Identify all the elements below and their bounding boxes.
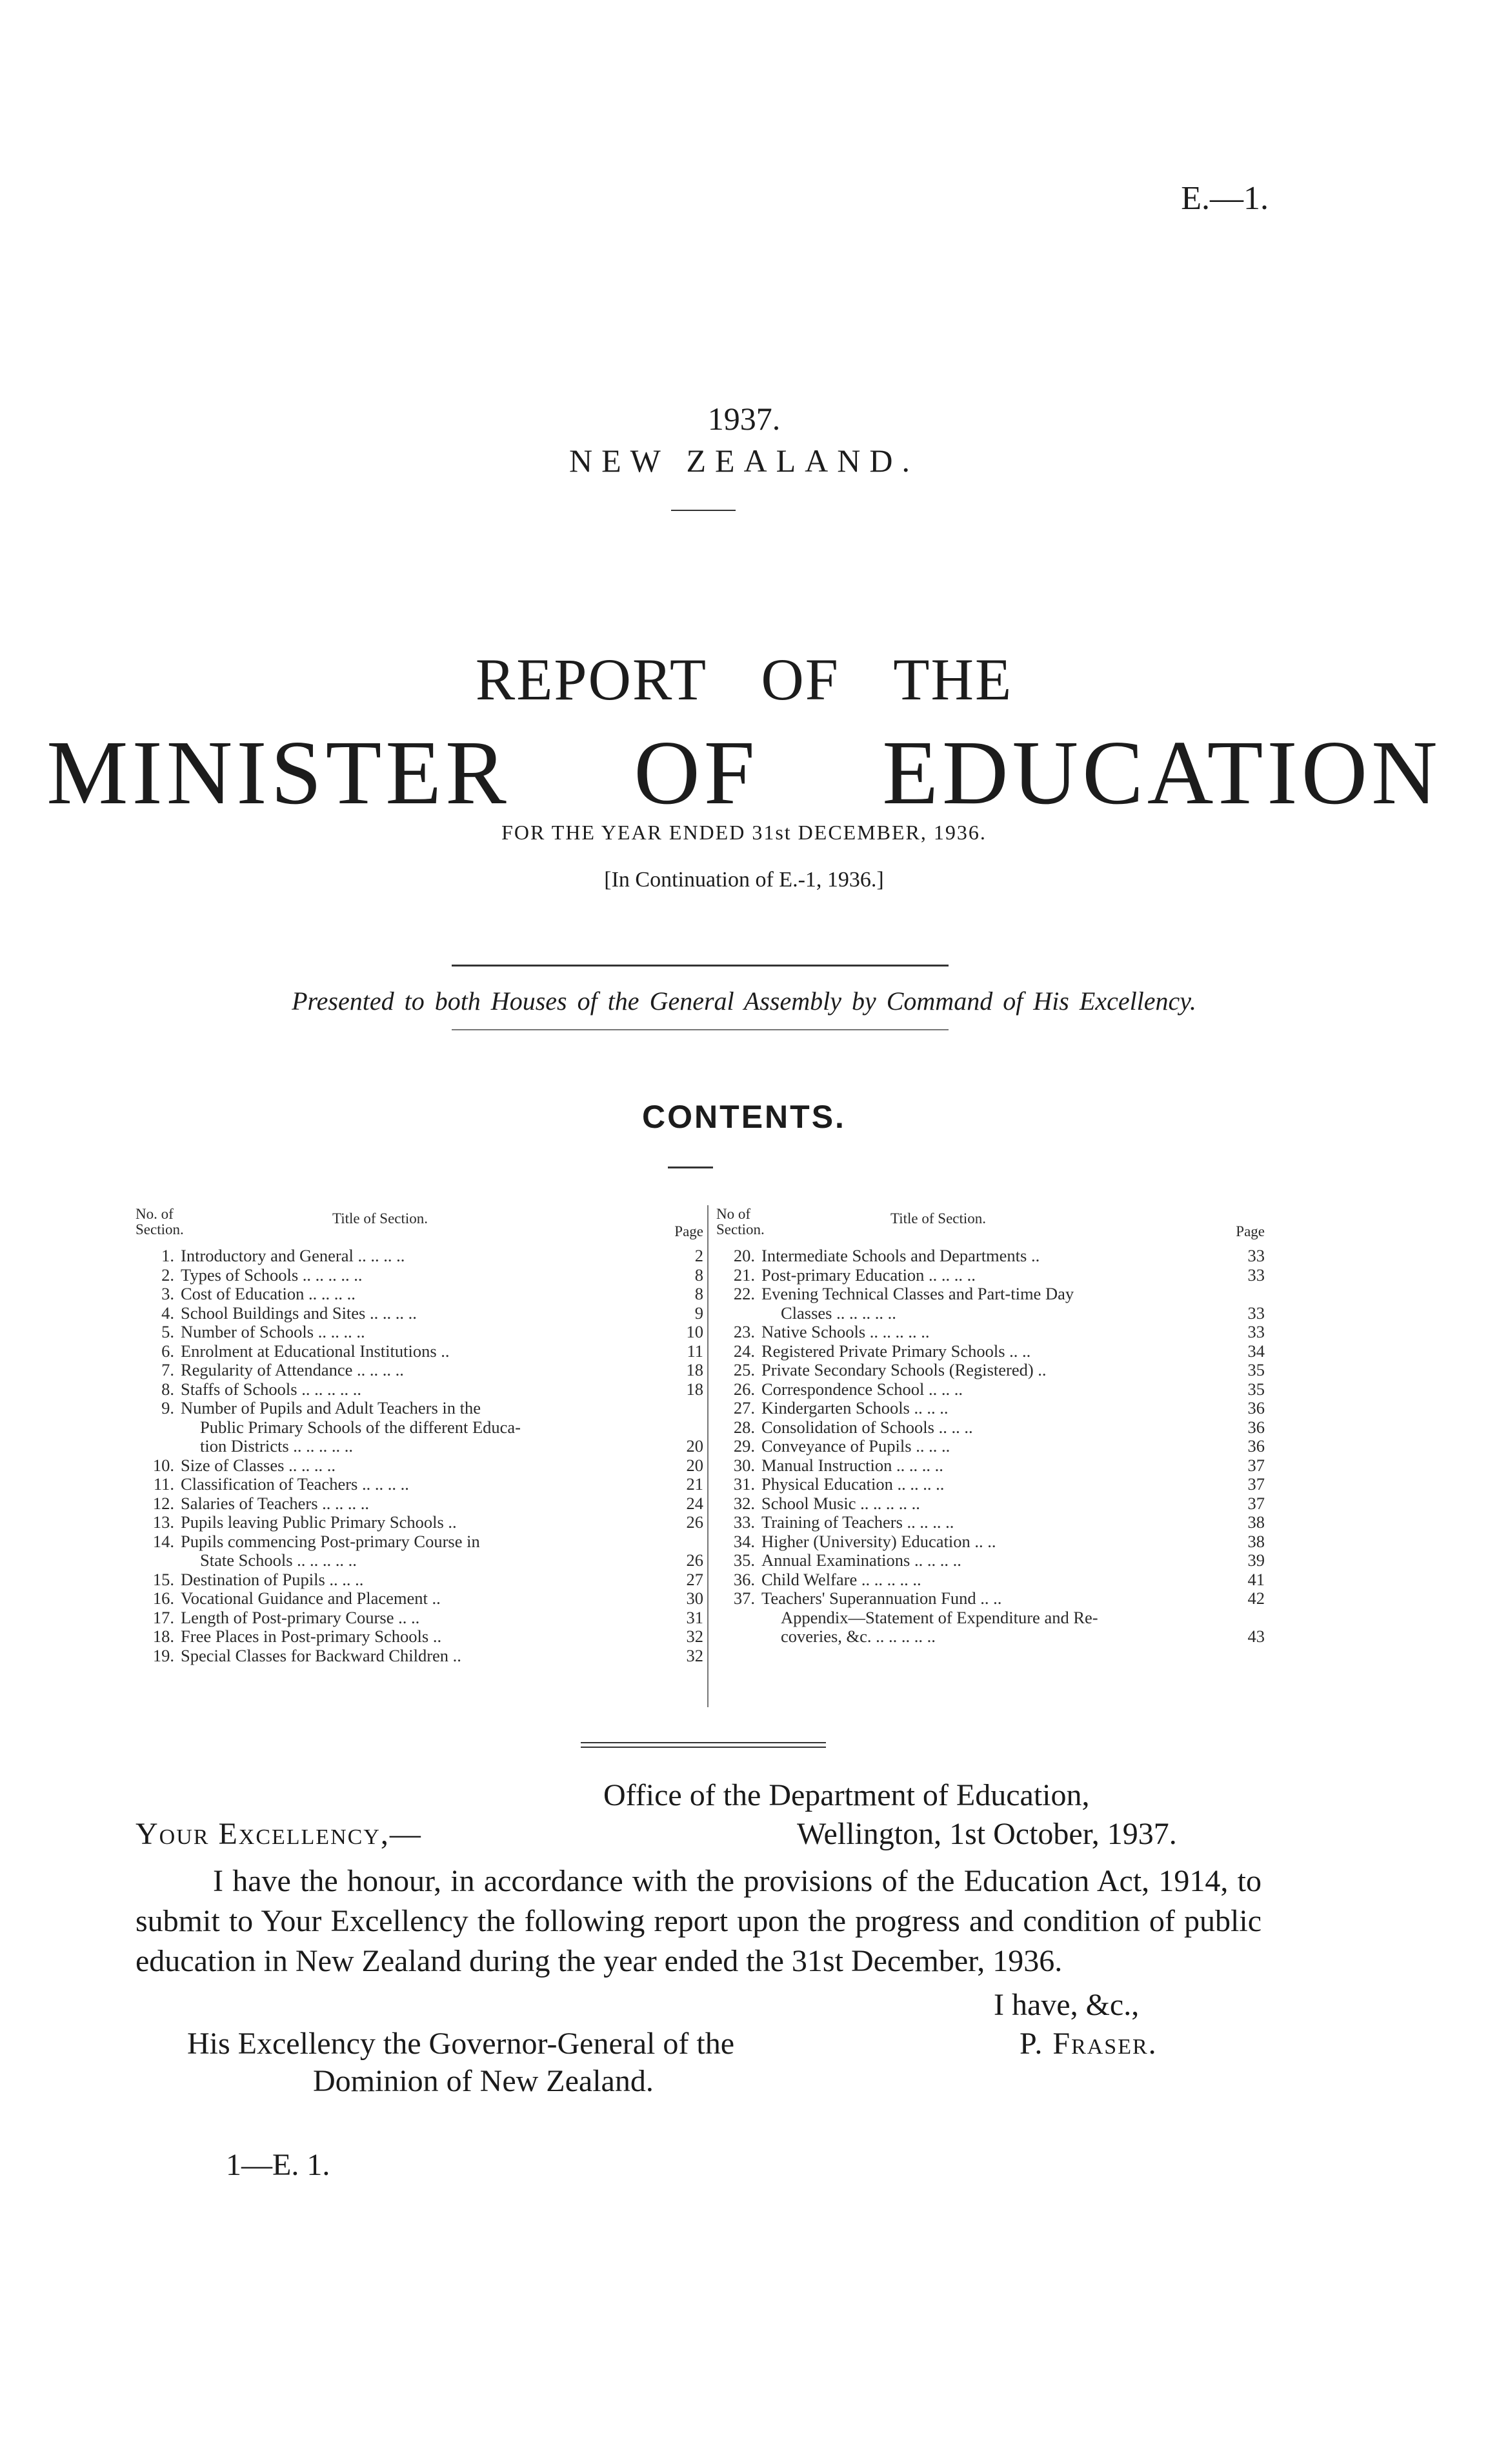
contents-header [136,1207,703,1247]
section-title: coveries, &c. .. .. .. .. .. [781,1627,936,1646]
page-footer: 1—E. 1. [226,2148,330,2182]
section-number: 8. [161,1379,174,1399]
section-title: School Buildings and Sites .. .. .. .. [181,1303,417,1323]
section-number: 4. [161,1303,174,1323]
section-page: 18 [686,1360,703,1379]
section-page: 33 [1247,1303,1265,1323]
contents-row [136,1570,703,1590]
report-title-line1: REPORT OF THE [475,646,1013,712]
section-page: 43 [1247,1627,1265,1646]
section-page: 8 [694,1265,703,1285]
section-page: 2 [694,1246,703,1265]
report-title-line2: MINISTER OF EDUCATION [46,721,1442,823]
section-number: 24. [733,1341,755,1361]
section-number: 17. [152,1607,174,1627]
section-number: 20. [733,1246,755,1265]
section-title: Conveyance of Pupils .. .. .. [761,1436,950,1456]
letter-addressee-line1: His Excellency the Governor-General of the [187,2027,735,2061]
contents-row [136,1589,703,1608]
contents-row [716,1266,1265,1285]
letter-closing: I have, &c., [994,1988,1140,2022]
contents-row [716,1570,1265,1590]
section-page: 36 [1247,1398,1265,1417]
section-page: 37 [1247,1474,1265,1494]
contents-row [716,1551,1265,1570]
section-number: 1. [161,1246,174,1265]
section-title: Manual Instruction .. .. .. .. [761,1455,943,1475]
section-title: Private Secondary Schools (Registered) .. [761,1360,1047,1379]
contents-row [136,1494,703,1514]
section-page: 33 [1247,1322,1265,1341]
section-title-header: Title of Section. [890,1210,987,1227]
section-number: 34. [733,1531,755,1551]
contents-row [716,1342,1265,1361]
divider-rule [581,1742,826,1743]
section-number: 28. [733,1417,755,1437]
section-number: 33. [733,1512,755,1532]
contents-row [716,1627,1265,1647]
contents-row [716,1418,1265,1437]
section-page: 30 [686,1588,703,1608]
section-title: Pupils commencing Post-primary Course in [181,1531,480,1551]
section-page: 20 [686,1436,703,1456]
section-number: 27. [733,1398,755,1417]
contents-row [716,1437,1265,1456]
section-number: 32. [733,1493,755,1513]
section-page: 9 [694,1303,703,1323]
contents-row [716,1513,1265,1532]
section-page: 20 [686,1455,703,1475]
letter-office: Office of the Department of Education, [603,1778,1090,1812]
section-title: Correspondence School .. .. .. [761,1379,963,1399]
page-header: Page [674,1223,703,1239]
section-title: tion Districts .. .. .. .. .. [200,1436,354,1456]
contents-row [716,1532,1265,1552]
section-number: 35. [733,1550,755,1570]
contents-row [136,1361,703,1380]
section-number: 31. [733,1474,755,1494]
contents-row [136,1608,703,1628]
section-title: Number of Pupils and Adult Teachers in the [181,1398,481,1417]
country-name: NEW ZEALAND. [569,443,919,479]
section-number: 7. [161,1360,174,1379]
section-title: Registered Private Primary Schools .. .. [761,1341,1031,1361]
divider-rule [452,965,949,967]
section-page: 36 [1247,1436,1265,1456]
section-title-header: Title of Section. [332,1210,428,1227]
contents-heading: CONTENTS. [642,1099,846,1135]
contents-row [136,1551,703,1570]
contents-rows [716,1247,1265,1647]
section-page: 31 [686,1607,703,1627]
section-title: Physical Education .. .. .. .. [761,1474,945,1494]
section-number: 37. [733,1588,755,1608]
section-title: Types of Schools .. .. .. .. .. [181,1265,363,1285]
divider-rule [581,1747,826,1748]
section-page: 10 [686,1322,703,1341]
contents-row [136,1285,703,1304]
contents-table-left [136,1207,703,1665]
section-page: 32 [686,1627,703,1646]
section-page: 37 [1247,1493,1265,1513]
column-divider [707,1205,709,1707]
contents-row [136,1647,703,1666]
contents-row [136,1418,703,1437]
section-title: Enrolment at Educational Institutions .. [181,1341,450,1361]
section-number: 29. [733,1436,755,1456]
section-page: 38 [1247,1531,1265,1551]
section-page: 26 [686,1512,703,1532]
report-year: 1937. [707,401,781,437]
contents-row [716,1247,1265,1266]
section-title: Training of Teachers .. .. .. .. [761,1512,954,1532]
section-number: 21. [733,1265,755,1285]
section-page: 27 [686,1569,703,1589]
letter-body: I have the honour, in accordance with the provisions of the Education Act, 1914, to submit to Your Excellency the following report upon the progress and condition of public education in New Zealand during the year ended the 31st December, 1936. [136,1864,1262,1978]
document-reference: E.—1. [1181,180,1269,217]
divider-rule [452,1029,949,1030]
contents-row [136,1475,703,1494]
section-page: 18 [686,1379,703,1399]
section-page: 34 [1247,1341,1265,1361]
section-number: 30. [733,1455,755,1475]
section-number-header: No of Section. [716,1206,765,1237]
section-number: 6. [161,1341,174,1361]
section-title: Salaries of Teachers .. .. .. .. [181,1493,370,1513]
section-title: State Schools .. .. .. .. .. [200,1550,357,1570]
section-title: Regularity of Attendance .. .. .. .. [181,1360,404,1379]
section-number: 36. [733,1569,755,1589]
letter-signature: P. Fraser. [1020,2027,1158,2061]
section-title: Post-primary Education .. .. .. .. [761,1265,976,1285]
section-page: 33 [1247,1265,1265,1285]
section-number: 9. [161,1398,174,1417]
contents-row [136,1304,703,1323]
contents-row [136,1342,703,1361]
section-title: School Music .. .. .. .. .. [761,1493,920,1513]
divider-rule [671,510,736,511]
section-title: Native Schools .. .. .. .. .. [761,1322,930,1341]
section-title: Public Primary Schools of the different Educa- [200,1417,521,1437]
section-title: Vocational Guidance and Placement .. [181,1588,441,1608]
section-page: 36 [1247,1417,1265,1437]
section-number: 13. [152,1512,174,1532]
section-number: 15. [152,1569,174,1589]
contents-row [716,1399,1265,1418]
section-number: 3. [161,1284,174,1303]
section-page: 35 [1247,1379,1265,1399]
section-page: 21 [686,1474,703,1494]
presented-statement: Presented to both Houses of the General Assembly by Command of His Excellency. [292,987,1196,1016]
section-number: 11. [153,1474,174,1494]
section-page: 35 [1247,1360,1265,1379]
contents-row [716,1361,1265,1380]
contents-header [716,1207,1265,1247]
section-page: 26 [686,1550,703,1570]
section-number: 25. [733,1360,755,1379]
contents-row [716,1494,1265,1514]
section-page: 8 [694,1284,703,1303]
section-number: 12. [152,1493,174,1513]
contents-row [716,1608,1265,1628]
contents-row [136,1266,703,1285]
section-number: 16. [152,1588,174,1608]
contents-row [716,1323,1265,1342]
contents-row [136,1627,703,1647]
page-header: Page [1236,1223,1265,1239]
section-title: Special Classes for Backward Children .. [181,1645,461,1665]
contents-row [716,1589,1265,1608]
section-title: Cost of Education .. .. .. .. [181,1284,356,1303]
section-title: Length of Post-primary Course .. .. [181,1607,420,1627]
contents-row [716,1475,1265,1494]
section-title: Free Places in Post-primary Schools .. [181,1627,442,1646]
contents-row [136,1513,703,1532]
section-title: Classification of Teachers .. .. .. .. [181,1474,409,1494]
section-title: Teachers' Superannuation Fund .. .. [761,1588,1002,1608]
section-page: 33 [1247,1246,1265,1265]
contents-row [716,1380,1265,1399]
section-number: 5. [161,1322,174,1341]
letter-addressee-line2: Dominion of New Zealand. [313,2064,654,2098]
letter-place-date: Wellington, 1st October, 1937. [797,1817,1177,1851]
section-title: Intermediate Schools and Departments .. [761,1246,1040,1265]
section-page: 39 [1247,1550,1265,1570]
section-title: Kindergarten Schools .. .. .. [761,1398,949,1417]
continuation-note: [In Continuation of E.-1, 1936.] [604,868,884,892]
section-number: 23. [733,1322,755,1341]
section-title: Evening Technical Classes and Part-time Day [761,1284,1074,1303]
contents-row [136,1399,703,1418]
section-number: 14. [152,1531,174,1551]
section-title: Size of Classes .. .. .. .. [181,1455,336,1475]
section-title: Introductory and General .. .. .. .. [181,1246,405,1265]
section-number: 26. [733,1379,755,1399]
section-title: Destination of Pupils .. .. .. [181,1569,364,1589]
contents-row [136,1456,703,1476]
section-title: Appendix—Statement of Expenditure and Re- [781,1607,1098,1627]
section-page: 42 [1247,1588,1265,1608]
contents-table-right [716,1207,1265,1647]
section-title: Higher (University) Education .. .. [761,1531,996,1551]
contents-row [136,1380,703,1399]
contents-row [716,1456,1265,1476]
contents-row [716,1304,1265,1323]
section-number-header: No. of Section. [136,1206,184,1237]
section-number: 19. [152,1645,174,1665]
section-title: Number of Schools .. .. .. .. [181,1322,365,1341]
contents-row [136,1437,703,1456]
letter-salutation: Your Excellency,— [136,1817,422,1851]
section-title: Consolidation of Schools .. .. .. [761,1417,973,1437]
contents-row [136,1532,703,1552]
section-page: 38 [1247,1512,1265,1532]
section-number: 22. [733,1284,755,1303]
contents-row [136,1247,703,1266]
section-title: Child Welfare .. .. .. .. .. [761,1569,921,1589]
section-page: 41 [1247,1569,1265,1589]
section-title: Pupils leaving Public Primary Schools .. [181,1512,457,1532]
section-number: 10. [152,1455,174,1475]
contents-rows [136,1247,703,1665]
contents-row [136,1323,703,1342]
section-page: 32 [686,1645,703,1665]
section-page: 24 [686,1493,703,1513]
report-subtitle: FOR THE YEAR ENDED 31st DECEMBER, 1936. [501,821,987,844]
section-title: Classes .. .. .. .. .. [781,1303,896,1323]
section-page: 11 [687,1341,703,1361]
divider-rule [668,1167,713,1168]
section-number: 18. [152,1627,174,1646]
section-title: Annual Examinations .. .. .. .. [761,1550,961,1570]
section-number: 2. [161,1265,174,1285]
contents-row [716,1285,1265,1304]
section-page: 37 [1247,1455,1265,1475]
section-title: Staffs of Schools .. .. .. .. .. [181,1379,361,1399]
